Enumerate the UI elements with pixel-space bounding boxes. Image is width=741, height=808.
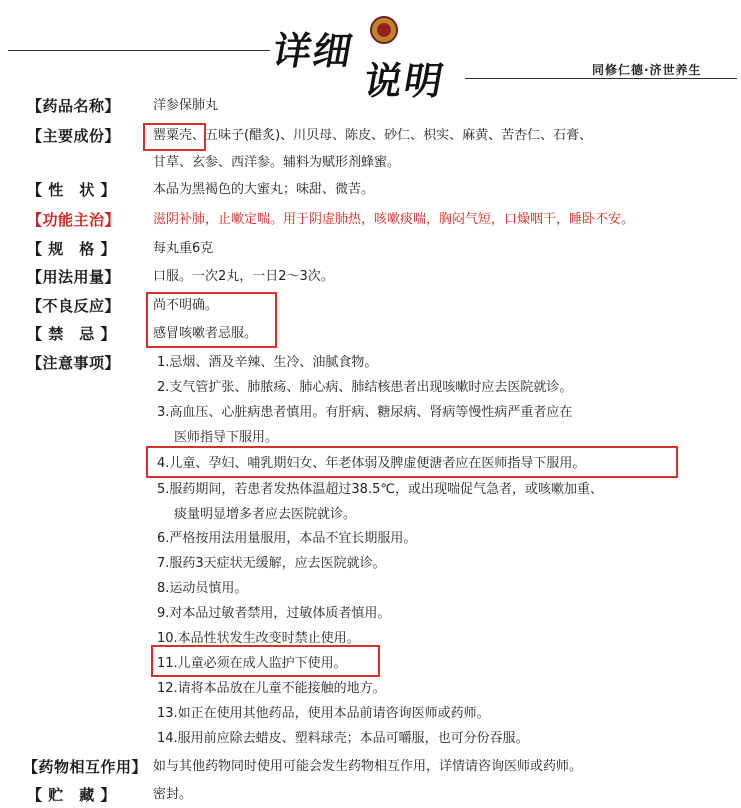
note-item: 痰量明显增多者应去医院就诊。 bbox=[174, 507, 357, 522]
title-line2: 说明 bbox=[360, 58, 449, 103]
field-value: 洋参保肺丸 bbox=[153, 98, 219, 113]
title-line1: 详细 bbox=[269, 28, 358, 73]
note-item: 12.请将本品放在儿童不能接触的地方。 bbox=[157, 681, 386, 696]
field-value: 口服。一次2丸，一日2～3次。 bbox=[153, 269, 334, 284]
field-label: 【不良反应】 bbox=[27, 297, 121, 315]
note-item: 14.服用前应除去蜡皮、塑料球壳；本品可嚼服，也可分份吞服。 bbox=[157, 731, 529, 746]
field-label: 【 禁 忌 】 bbox=[27, 325, 116, 343]
highlight-box bbox=[146, 292, 277, 348]
seal-icon bbox=[370, 16, 398, 44]
ingredient-highlight: 罂粟壳 bbox=[153, 128, 193, 143]
highlight-box bbox=[151, 645, 380, 677]
field-label: 【 规 格 】 bbox=[27, 240, 116, 258]
field-label: 【 性 状 】 bbox=[27, 181, 116, 199]
header-rule-left bbox=[8, 50, 270, 51]
field-name bbox=[0, 93, 741, 119]
field-label: 【注意事项】 bbox=[27, 354, 121, 372]
note-item: 3.高血压、心脏病患者慎用。有肝病、糖尿病、肾病等慢性病严重者应在 bbox=[157, 405, 573, 420]
header-rule-right bbox=[465, 78, 737, 79]
note-item: 6.严格按用法用量服用，本品不宜长期服用。 bbox=[157, 531, 417, 546]
field-function bbox=[0, 207, 741, 233]
note-item: 8.运动员慎用。 bbox=[157, 581, 248, 596]
field-value: 本品为黑褐色的大蜜丸；味甜、微苦。 bbox=[153, 182, 375, 197]
field-contra bbox=[0, 321, 741, 347]
field-label: 【药物相互作用】 bbox=[23, 758, 148, 776]
header bbox=[0, 0, 741, 103]
field-label: 【用法用量】 bbox=[27, 268, 121, 286]
field-value bbox=[153, 123, 592, 149]
highlight-box bbox=[143, 123, 206, 151]
note-item: 2.支气管扩张、肺脓疡、肺心病、肺结核患者出现咳嗽时应去医院就诊。 bbox=[157, 380, 573, 395]
field-storage bbox=[0, 782, 741, 808]
field-label: 【 贮 藏 】 bbox=[27, 786, 116, 804]
note-item: 10.本品性状发生改变时禁止使用。 bbox=[157, 631, 360, 646]
field-value: 每丸重6克 bbox=[153, 241, 214, 256]
field-value: 尚不明确。 bbox=[153, 298, 219, 313]
field-ingredients bbox=[0, 123, 741, 149]
field-label: 【功能主治】 bbox=[27, 211, 121, 229]
note-item: 4.儿童、孕妇、哺乳期妇女、年老体弱及脾虚便溏者应在医师指导下服用。 bbox=[157, 456, 586, 471]
field-value: 甘草、玄参、西洋参。辅料为赋形剂蜂蜜。 bbox=[153, 155, 401, 170]
highlight-box bbox=[146, 446, 678, 478]
note-item: 1.忌烟、酒及辛辣、生冷、油腻食物。 bbox=[157, 355, 378, 370]
field-appearance bbox=[0, 177, 741, 203]
note-item: 13.如正在使用其他药品，使用本品前请咨询医师或药师。 bbox=[157, 706, 490, 721]
field-interaction bbox=[0, 754, 741, 780]
field-label: 【药品名称】 bbox=[27, 97, 121, 115]
note-item: 7.服药3天症状无缓解，应去医院就诊。 bbox=[157, 556, 386, 571]
field-value: 如与其他药物同时使用可能会发生药物相互作用，详情请咨询医师或药师。 bbox=[153, 759, 583, 774]
field-label: 【主要成份】 bbox=[27, 127, 121, 145]
note-item: 9.对本品过敏者禁用，过敏体质者慎用。 bbox=[157, 606, 391, 621]
slogan: 同修仁德·济世养生 bbox=[592, 63, 702, 77]
field-adverse bbox=[0, 293, 741, 319]
note-item: 医师指导下服用。 bbox=[174, 430, 279, 445]
field-ingredients-line2 bbox=[0, 150, 741, 176]
note-item: 5.服药期间，若患者发热体温超过38.5℃，或出现喘促气急者，或咳嗽加重、 bbox=[157, 482, 603, 497]
field-usage bbox=[0, 264, 741, 290]
ingredient-rest: 、五味子(醋炙)、川贝母、陈皮、砂仁、枳实、麻黄、苦杏仁、石膏、 bbox=[192, 128, 593, 143]
field-value: 滋阴补肺，止嗽定喘。用于阴虚肺热，咳嗽痰喘，胸闷气短，口燥咽干，睡卧不安。 bbox=[153, 212, 635, 227]
field-value: 密封。 bbox=[153, 787, 193, 802]
field-spec bbox=[0, 236, 741, 262]
note-item: 11.儿童必须在成人监护下使用。 bbox=[157, 656, 347, 671]
field-value: 感冒咳嗽者忌服。 bbox=[153, 326, 258, 341]
